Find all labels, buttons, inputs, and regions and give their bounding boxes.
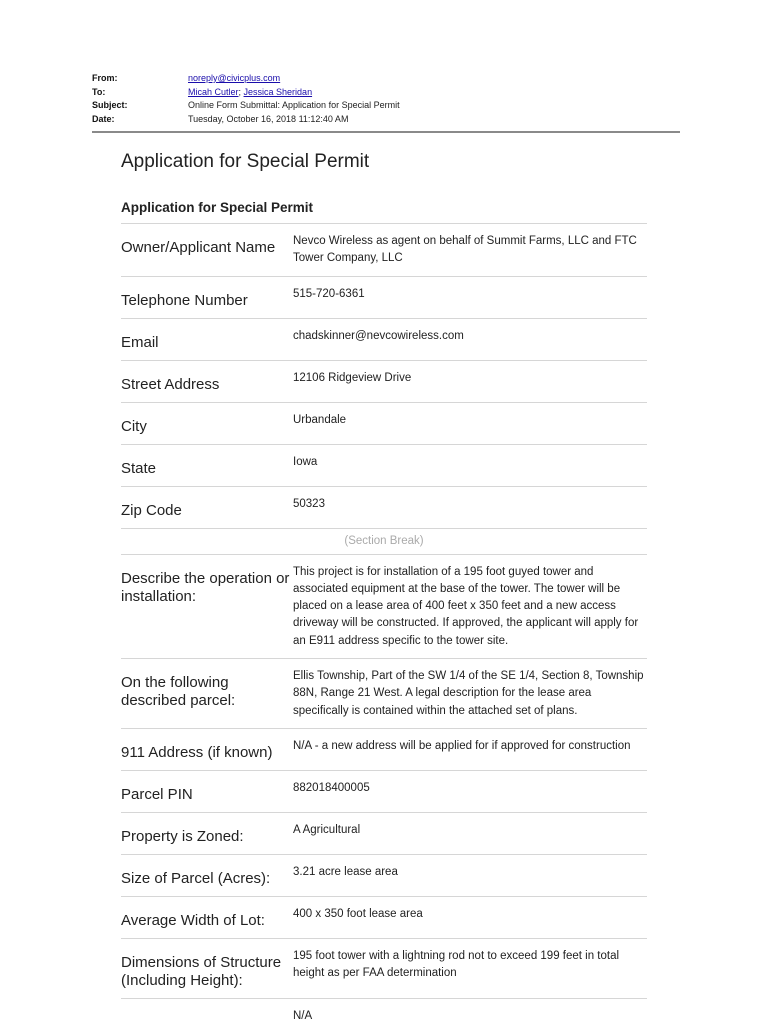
to-label: To:	[92, 86, 106, 97]
field-structure-dimensions	[121, 938, 647, 998]
field-owner-applicant	[121, 223, 647, 276]
from-label: From:	[92, 73, 118, 83]
field-city	[121, 402, 647, 444]
to-recipient-link-1[interactable]: Micah Cutler	[188, 86, 239, 97]
to-recipient-link-2[interactable]: Jessica Sheridan	[243, 86, 313, 97]
field-email	[121, 318, 647, 360]
section-break: (Section Break)	[121, 528, 647, 554]
to-separator: ;	[238, 86, 244, 97]
field-label: 911 Address (if known)	[121, 743, 273, 761]
field-value: Iowa	[293, 455, 318, 468]
field-value: Urbandale	[293, 413, 347, 426]
field-label: City	[121, 417, 147, 435]
page-title: Application for Special Permit	[121, 151, 370, 172]
field-value: 882018400005	[293, 781, 370, 794]
from-email-link[interactable]: noreply@civicplus.com	[188, 73, 281, 83]
field-label: On the following described parcel:	[121, 674, 236, 710]
field-label: Parcel PIN	[121, 785, 193, 803]
field-parcel-size	[121, 854, 647, 896]
form-submission	[121, 223, 647, 1025]
date-row	[92, 113, 400, 127]
from-row	[92, 72, 400, 86]
field-zip-code	[121, 486, 647, 528]
field-operation-description	[121, 554, 647, 658]
field-street-address	[121, 360, 647, 402]
subject-label: Subject:	[92, 100, 128, 110]
email-header	[92, 72, 400, 126]
field-value: 195 foot tower with a lightning rod not to exceed 199 feet in total height as per FAA determination	[293, 949, 620, 980]
field-label: Email	[121, 333, 159, 351]
field-average-width	[121, 896, 647, 938]
header-divider	[92, 131, 680, 133]
field-label: Describe the operation or installation:	[121, 569, 290, 605]
field-label: Owner/Applicant Name	[121, 239, 276, 256]
subject-row	[92, 99, 400, 113]
field-value: 515-720-6361	[293, 287, 365, 300]
field-telephone	[121, 276, 647, 318]
field-label: Telephone Number	[121, 291, 248, 309]
field-value: 3.21 acre lease area	[293, 865, 398, 878]
field-label: Dimensions of Structure (Including Height):	[121, 953, 282, 989]
field-label: Property is Zoned:	[121, 827, 244, 845]
field-value: 400 x 350 foot lease area	[293, 907, 423, 920]
field-label: Street Address	[121, 375, 220, 393]
date-value: Tuesday, October 16, 2018 11:12:40 AM	[188, 113, 349, 124]
field-value: Nevco Wireless as agent on behalf of Summit Farms, LLC and FTC Tower Company, LLC	[293, 235, 637, 265]
field-value: This project is for installation of a 195 foot guyed tower and associated equipment at the base of the tower. The tower will be placed on a lease area of 400 feet x 350 feet and a new access driveway will be constructed. If approved, the applicant will apply for an E911 address specific to the tower site.	[293, 565, 639, 647]
field-described-parcel	[121, 658, 647, 728]
field-911-address	[121, 728, 647, 770]
field-label: State	[121, 459, 157, 477]
field-value: Ellis Township, Part of the SW 1/4 of the SE 1/4, Section 8, Township 88N, Range 21 West. A legal description for the lease area specifically is contained within the attached set of plans.	[293, 670, 644, 717]
field-value: chadskinner@nevcowireless.com	[293, 329, 464, 342]
field-property-zoned	[121, 812, 647, 854]
to-row	[92, 86, 400, 100]
field-value: A Agricultural	[293, 823, 361, 836]
field-state	[121, 444, 647, 486]
tail-value: N/A	[121, 998, 647, 1025]
form-title: Application for Special Permit	[121, 200, 314, 215]
date-label: Date:	[92, 113, 115, 124]
subject-value: Online Form Submittal: Application for Special Permit	[188, 100, 400, 110]
field-label: Zip Code	[121, 501, 182, 519]
field-label: Size of Parcel (Acres):	[121, 869, 271, 887]
field-value: N/A - a new address will be applied for if approved for construction	[293, 739, 631, 752]
field-label: Average Width of Lot:	[121, 911, 265, 929]
field-value: 50323	[293, 497, 325, 510]
field-parcel-pin	[121, 770, 647, 812]
field-value: 12106 Ridgeview Drive	[293, 371, 412, 384]
